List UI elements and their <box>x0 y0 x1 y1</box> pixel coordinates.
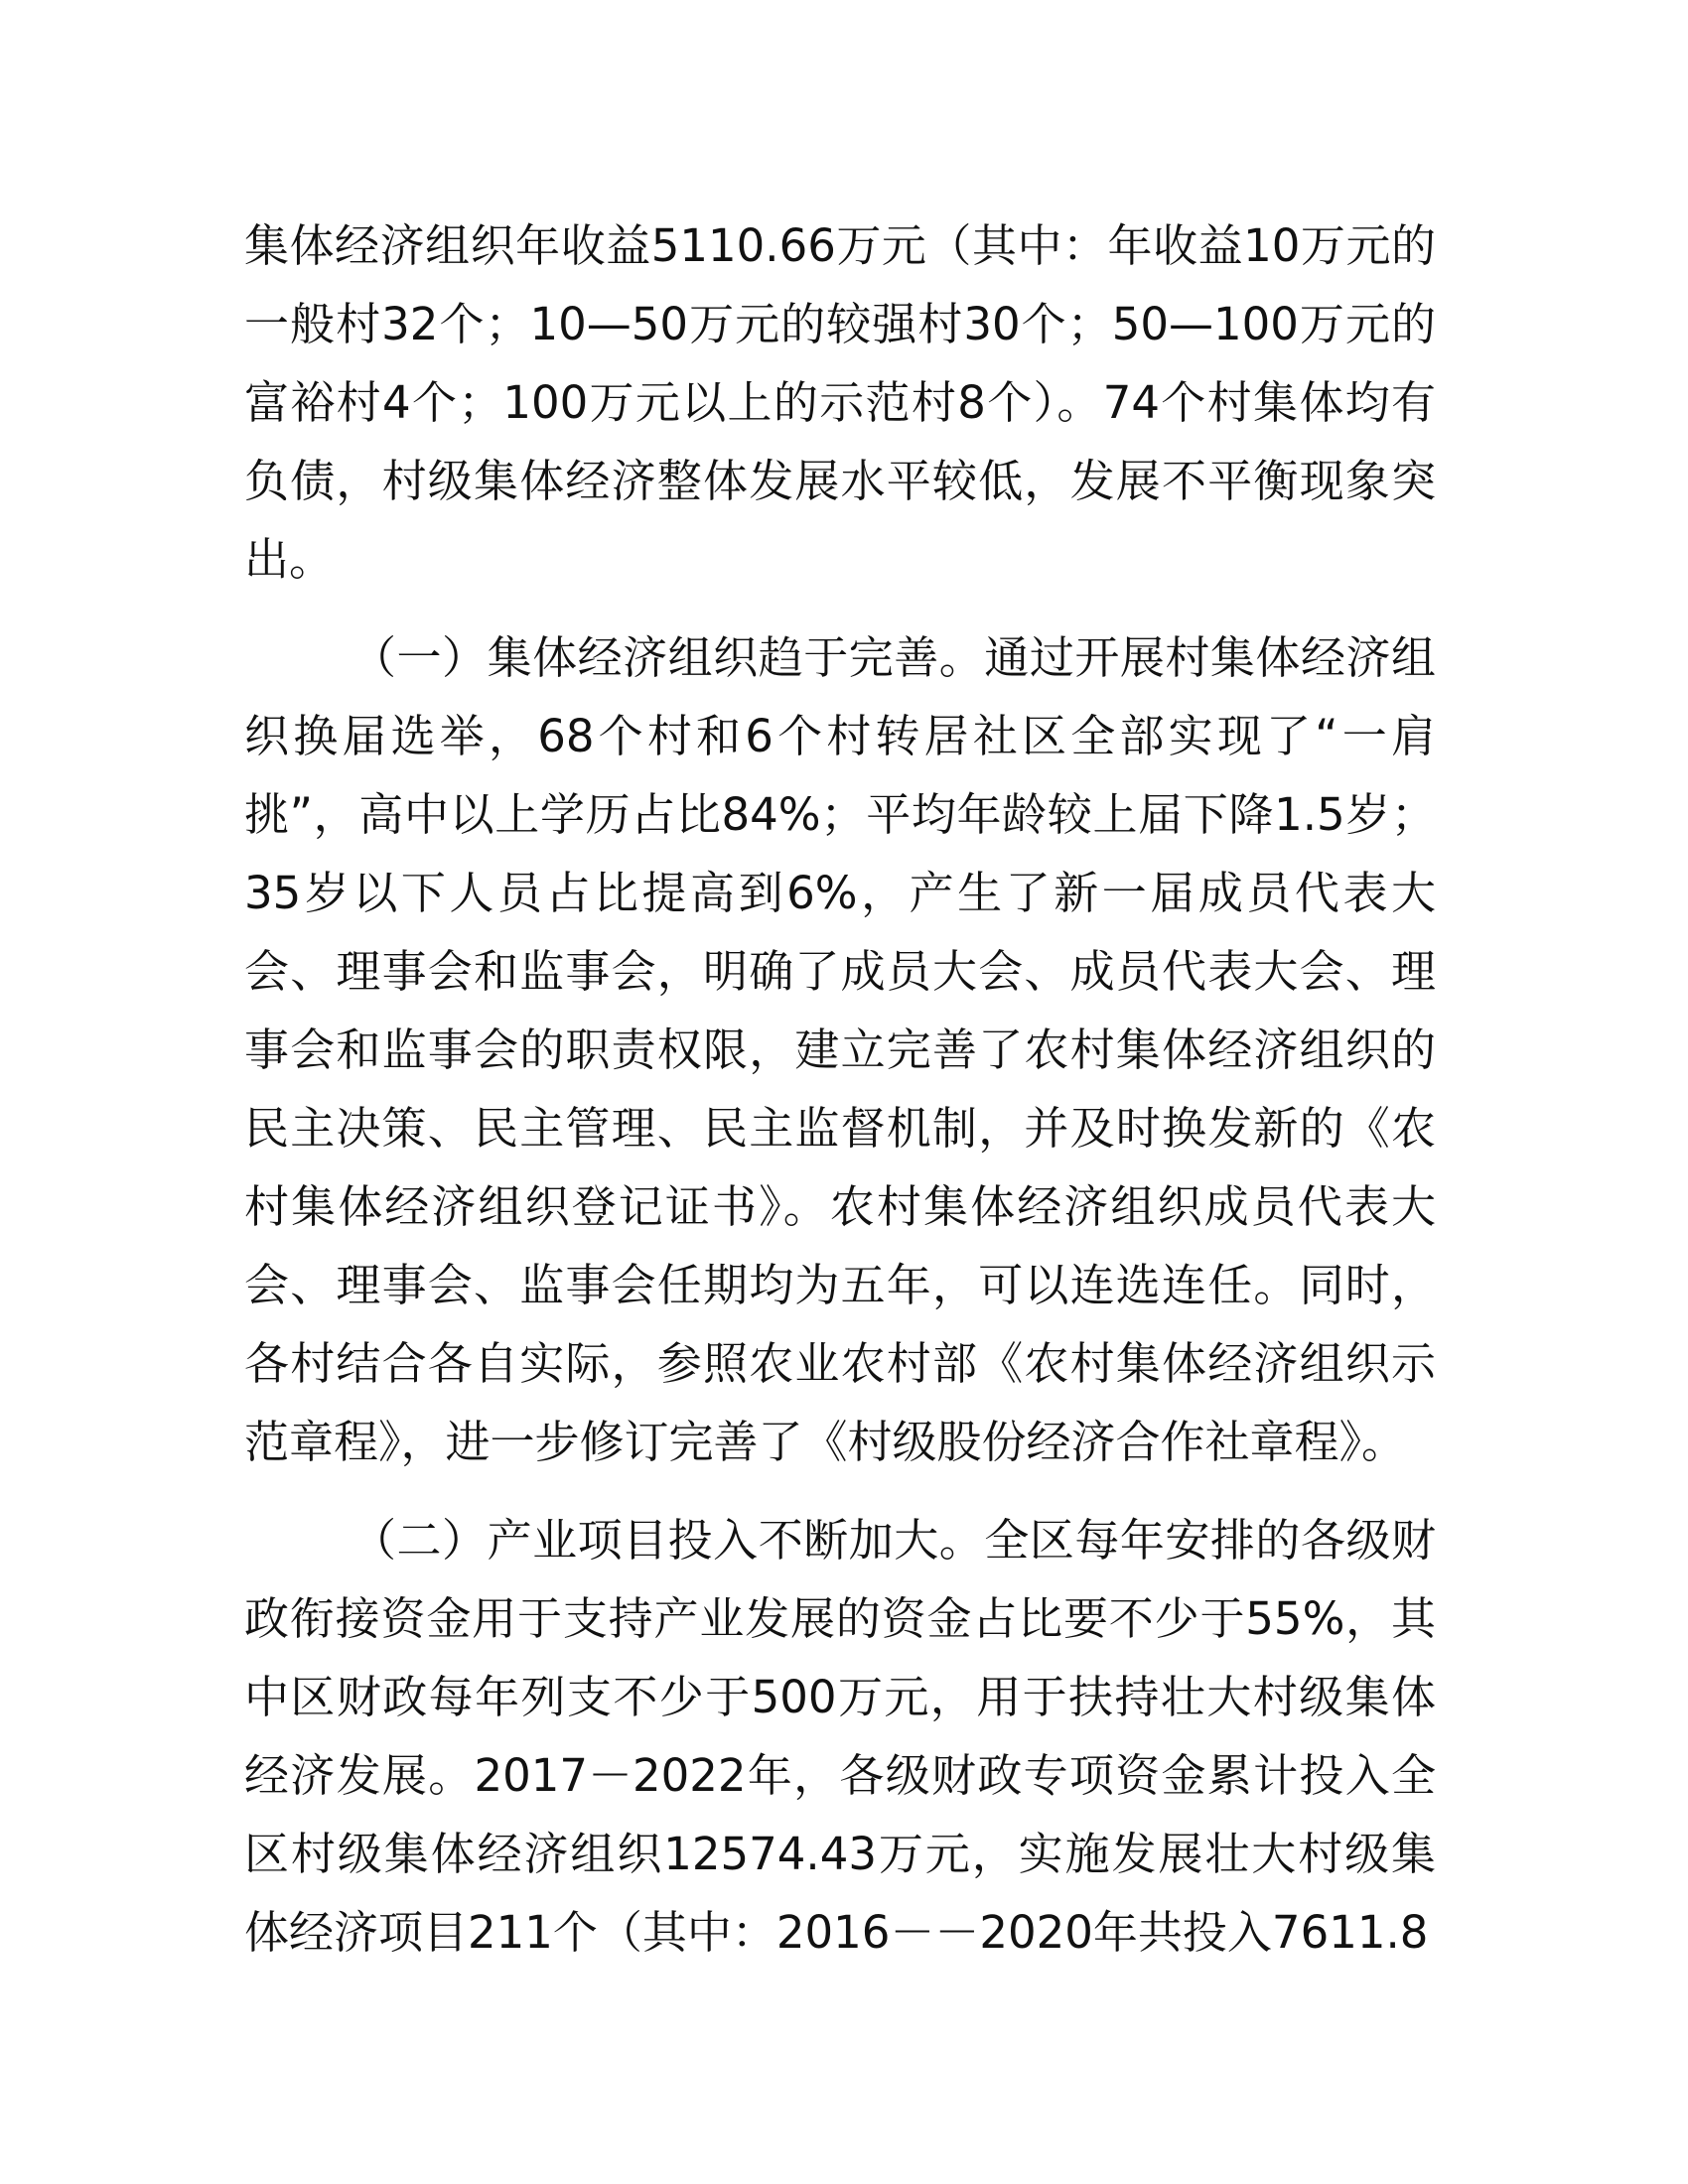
paragraph-section-1: （一）集体经济组织趋于完善。通过开展村集体经济组织换届选举，68个村和6个村转居社区全部实现了“一肩挑”，高中以上学历占比84%；平均年龄较上届下降1.5岁；35岁以下人员占比提高到6%，产生了新一届成员代表大会、理事会和监事会，明确了成员大会、成员代表大会、理事会和监事会的职责权限，建立完善了农村集体经济组织的民主决策、民主管理、民主监督机制，并及时换发新的《农村集体经济组织登记证书》。农村集体经济组织成员代表大会、理事会、监事会任期均为五年，可以连选连任。同时，各村结合各自实际，参照农业农村部《农村集体经济组织示范章程》，进一步修订完善了《村级股份经济合作社章程》。 <box>244 631 1436 1468</box>
paragraph-section-2: （二）产业项目投入不断加大。全区每年安排的各级财政衔接资金用于支持产业发展的资金占比要不少于55%，其中区财政每年列支不少于500万元，用于扶持壮大村级集体经济发展。2017－2022年，各级财政专项资金累计投入全区村级集体经济组织12574.43万元，实施发展壮大村级集体经济项目211个（其中：2016－－2020年共投入7611.8 <box>244 1514 1436 1959</box>
document-page <box>244 206 1436 1972</box>
paragraph-intro: 集体经济组织年收益5110.66万元（其中：年收益10万元的一般村32个；10—50万元的较强村30个；50—100万元的富裕村4个；100万元以上的示范村8个）。74个村集体均有负债，村级集体经济整体发展水平较低，发展不平衡现象突出。 <box>244 219 1436 586</box>
